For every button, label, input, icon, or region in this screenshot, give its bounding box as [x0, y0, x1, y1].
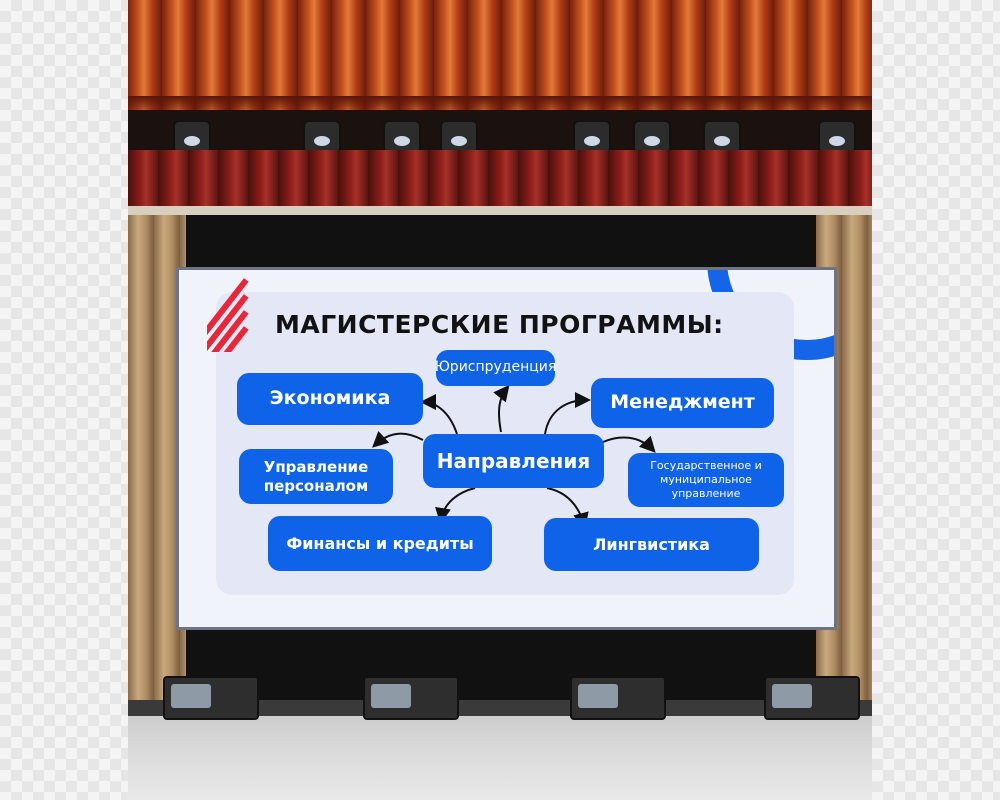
node-economics: Экономика — [237, 373, 423, 425]
projection-screen — [176, 267, 837, 630]
stage-light — [440, 120, 478, 154]
stage-light — [573, 120, 611, 154]
node-finance: Финансы и кредиты — [268, 516, 492, 571]
arrow-to-management — [545, 400, 587, 434]
node-hr: Управление персоналом — [239, 449, 393, 504]
slide-title: МАГИСТЕРСКИЕ ПРОГРАММЫ: — [275, 310, 724, 339]
floor-spotlight — [363, 676, 459, 720]
stage-light — [818, 120, 856, 154]
node-directions-center: Направления — [423, 434, 604, 488]
stage-light — [173, 120, 211, 154]
stage-light — [383, 120, 421, 154]
arrow-to-economics — [424, 402, 457, 434]
stage-light — [303, 120, 341, 154]
floor-spotlight — [570, 676, 666, 720]
node-management: Менеджмент — [591, 378, 774, 428]
inner-curtain — [128, 150, 872, 210]
node-public-admin: Государственное и муниципальное управление — [628, 453, 784, 507]
arrow-to-jurisprudence — [499, 388, 507, 432]
node-linguistics: Лингвистика — [544, 518, 759, 571]
node-jurisprudence: Юриспруденция — [436, 350, 555, 386]
floor-spotlight — [163, 676, 259, 720]
right-pattern-border — [872, 0, 1000, 800]
arrow-to-public-admin — [603, 437, 653, 450]
stage-light — [633, 120, 671, 154]
arrow-to-hr — [375, 434, 423, 445]
stage-photo — [128, 0, 872, 800]
stage-light — [703, 120, 741, 154]
left-pattern-border — [0, 0, 128, 800]
floor-spotlight — [764, 676, 860, 720]
